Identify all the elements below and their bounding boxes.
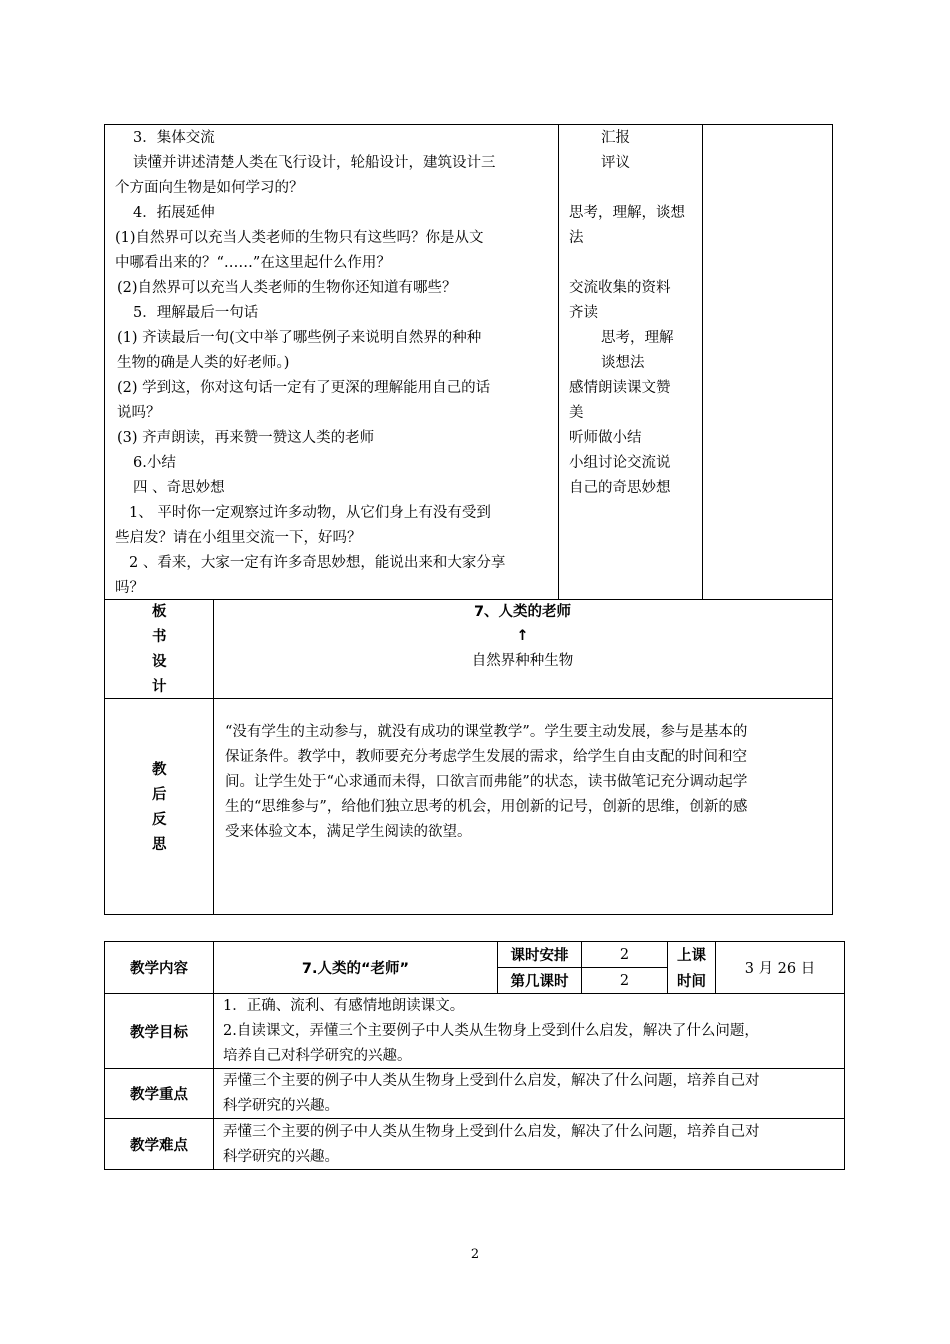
main-line: 2 、看来，大家一定有许多奇思妙想，能说出来和大家分享	[129, 555, 506, 571]
main-line: 些启发？请在小组里交流一下，好吗？	[115, 530, 362, 546]
reflection-line: 生的“思维参与”，给他们独立思考的机会，用创新的记号，创新的思维，创新的感	[225, 799, 748, 815]
up-arrow-icon: ↑	[516, 628, 529, 644]
main-line: (3) 齐声朗读，再来赞一赞这人类的老师	[117, 430, 375, 446]
divider	[558, 125, 559, 599]
student-line: 小组讨论交流说	[569, 455, 671, 471]
reflection-label: 教	[152, 762, 167, 778]
board-label: 设	[152, 654, 167, 670]
board-subtitle: 自然界种种生物	[471, 653, 574, 669]
divider	[105, 1068, 844, 1069]
student-line: 齐读	[569, 305, 598, 321]
divider	[105, 698, 832, 699]
board-title: 7、人类的老师	[473, 604, 572, 620]
student-line: 评议	[601, 155, 630, 171]
main-line: 说吗？	[117, 405, 161, 421]
key-line: 弄懂三个主要的例子中人类从生物身上受到什么启发，解决了什么问题，培养自己对	[223, 1073, 760, 1089]
student-line: 法	[569, 230, 584, 246]
key-line: 科学研究的兴趣。	[223, 1098, 339, 1114]
lesson-process-table	[104, 124, 833, 915]
key-label: 教学重点	[130, 1087, 188, 1103]
student-line: 感情朗读课文赞	[569, 380, 671, 396]
board-label: 计	[152, 679, 167, 695]
time-label: 上课	[677, 948, 706, 964]
main-line: 生物的确是人类的好老师。)	[117, 355, 290, 371]
time-label: 时间	[677, 974, 706, 990]
goal-line: 培养自己对科学研究的兴趣。	[223, 1048, 412, 1064]
student-line: 思考，理解	[601, 330, 674, 346]
student-line: 思考，理解，谈想	[569, 205, 685, 221]
divider	[105, 599, 832, 600]
reflection-line: 保证条件。教学中，教师要充分考虑学生发展的需求，给学生自由支配的时间和空	[225, 749, 747, 765]
main-line: 个方面向生物是如何学习的？	[115, 180, 304, 196]
main-line: 6.小结	[133, 455, 176, 471]
difficult-label: 教学难点	[130, 1137, 188, 1154]
reflection-label: 反	[152, 812, 167, 828]
reflection-label: 思	[152, 837, 167, 853]
student-line: 自己的奇思妙想	[569, 480, 671, 496]
class-date: 3 月 26 日	[744, 961, 816, 977]
main-line: (2) 学到这，你对这句话一定有了更深的理解能用自己的话	[117, 380, 491, 396]
student-line: 交流收集的资料	[569, 280, 671, 296]
student-line: 谈想法	[601, 355, 645, 371]
hours-value: 2	[619, 946, 630, 963]
divider	[702, 125, 703, 599]
goals-label: 教学目标	[130, 1024, 188, 1041]
difficult-line: 科学研究的兴趣。	[223, 1149, 339, 1165]
student-line: 美	[569, 405, 584, 421]
hours-label: 课时安排	[510, 948, 569, 964]
student-line: 听师做小结	[569, 430, 642, 446]
main-line: (1)自然界可以充当人类老师的生物只有这些吗？你是从文	[115, 230, 484, 246]
reflection-line: 间。让学生处于“心求通而未得，口欲言而弗能”的状态，读书做笔记充分调动起学	[225, 774, 748, 790]
divider	[213, 599, 214, 915]
page-number: 2	[470, 1247, 480, 1262]
main-line: 读懂并讲述清楚人类在飞行设计，轮船设计，建筑设计三	[133, 155, 496, 171]
reflection-line: 受来体验文本，满足学生阅读的欲望。	[225, 824, 472, 840]
lesson-number-value: 2	[619, 972, 630, 989]
main-line: 吗？	[115, 580, 144, 596]
student-line: 汇报	[601, 130, 630, 146]
main-line: 中哪看出来的？“……”在这里起什么作用？	[115, 255, 391, 271]
divider	[105, 993, 844, 994]
goal-line: 2.自读课文，弄懂三个主要例子中人类从生物身上受到什么启发，解决了什么问题，	[223, 1023, 759, 1039]
main-line: 4．拓展延伸	[133, 205, 215, 221]
board-label: 板	[152, 604, 167, 620]
board-label: 书	[152, 629, 167, 645]
main-line: (2)自然界可以充当人类老师的生物你还知道有哪些？	[117, 280, 457, 296]
lesson-number-label: 第几课时	[510, 974, 569, 990]
lesson-plan-table	[104, 941, 845, 1170]
main-line: (1) 齐读最后一句(文中举了哪些例子来说明自然界的种种	[117, 330, 482, 346]
reflection-line: “没有学生的主动参与，就没有成功的课堂教学”。学生要主动发展，参与是基本的	[225, 724, 748, 740]
content-label: 教学内容	[130, 961, 188, 977]
main-line: 四 、奇思妙想	[133, 480, 225, 496]
difficult-line: 弄懂三个主要的例子中人类从生物身上受到什么启发，解决了什么问题，培养自己对	[223, 1124, 760, 1140]
goal-line: 1．正确、流利、有感情地朗读课文。	[223, 998, 465, 1014]
main-line: 1、 平时你一定观察过许多动物，从它们身上有没有受到	[129, 505, 491, 521]
divider	[105, 1118, 844, 1119]
main-line: 3．集体交流	[133, 130, 215, 146]
reflection-label: 后	[152, 787, 167, 803]
lesson-title: 7.人类的“老师”	[301, 961, 410, 977]
main-line: 5．理解最后一句话	[133, 305, 259, 321]
